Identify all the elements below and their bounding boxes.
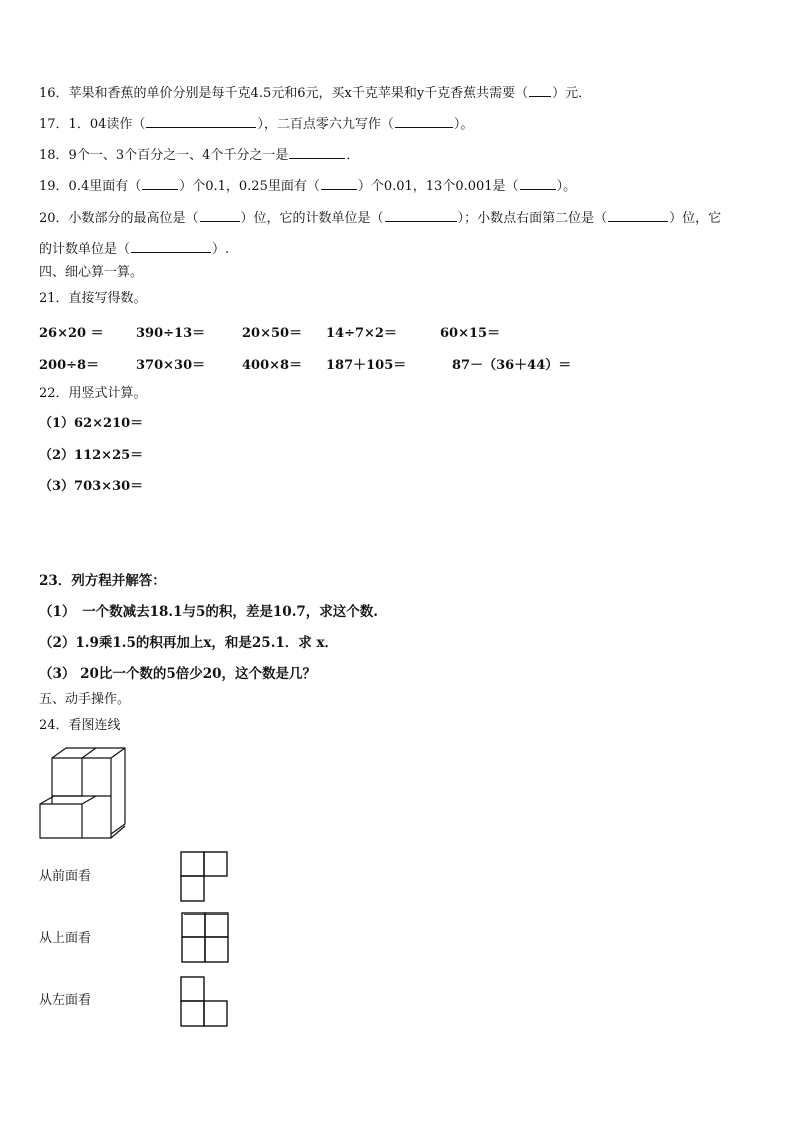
question-21-title: 21．直接写得数。 [39,291,147,306]
question-20-cont [39,240,229,258]
q21-item: 87－（36＋44）＝ [452,358,572,373]
q19-blank-2[interactable] [321,177,357,190]
view-label-left: 从左面看 [39,993,92,1008]
q19-blank-3[interactable] [520,177,556,190]
q17-blank-1[interactable] [146,115,256,128]
q19-text: 19．0.4里面有（ [39,179,142,194]
view-shape-b[interactable] [181,912,231,964]
q21-item: 26×20 ＝ [39,326,104,341]
q18-text-end: ． [346,148,360,163]
q19-text-end: ）。 [556,179,577,194]
q16-text: 16．苹果和香蕉的单价分别是每千克4.5元和6元，买x千克苹果和y千克香蕉共需要（ [39,86,529,101]
q21-item: 187＋105＝ [326,358,407,373]
q21-item: 390÷13＝ [136,326,206,341]
q21-item: 60×15＝ [440,326,501,341]
q20-blank-2[interactable] [385,209,457,222]
section-5-heading: 五、动手操作。 [39,692,131,707]
question-17 [39,115,473,133]
q20-text-2: ）位，它的计数单位是（ [240,211,384,226]
question-24-title: 24．看图连线 [39,718,121,733]
q20-blank-3[interactable] [608,209,668,222]
view-shape-a[interactable] [180,851,230,903]
q17-blank-2[interactable] [395,115,453,128]
q17-text: 17．1．04读作（ [39,117,146,132]
q20-blank-1[interactable] [200,209,240,222]
q19-blank-1[interactable] [142,177,178,190]
q17-text-mid: ），二百点零六九写作（ [257,117,394,132]
q19-text-3: ）个0.01，13个0.001是（ [357,179,519,194]
q20-blank-4[interactable] [131,240,211,253]
q20-text: 20．小数部分的最高位是（ [39,211,199,226]
q21-row-1 [39,322,739,341]
q21-item: 370×30＝ [136,358,206,373]
question-20 [39,209,721,227]
view-shape-c[interactable] [180,976,230,1028]
q16-text-end: ）元． [552,86,592,101]
question-16 [39,84,591,102]
q20-text-3: ）；小数点右面第二位是（ [457,211,608,226]
question-23-title: 23．列方程并解答： [39,573,166,589]
question-18 [39,146,359,164]
cube-stack-figure [38,746,130,842]
q21-row-2 [39,354,739,373]
q22-item: （2）112×25＝ [39,448,144,463]
q19-text-2: ）个0.1，0.25里面有（ [179,179,320,194]
q21-item: 400×8＝ [242,358,303,373]
section-4-heading: 四、细心算一算。 [39,265,144,280]
view-label-top: 从上面看 [39,931,92,946]
question-22-title: 22．用竖式计算。 [39,386,147,401]
q23-item: （1） 一个数减去18.1与5的积，差是10.7，求这个数. [39,604,378,620]
q17-text-end: ）。 [453,117,474,132]
q23-item: （3） 20比一个数的5倍少20，这个数是几？ [39,666,317,682]
q16-answer-blank[interactable] [529,84,551,97]
q22-item: （3）703×30＝ [39,479,144,494]
q20-text-end: ）. [212,242,230,257]
question-19 [39,177,576,195]
q21-item: 20×50＝ [242,326,303,341]
q22-item: （1）62×210＝ [39,416,144,431]
q23-item: （2）1.9乘1.5的积再加上x，和是25.1．求 x． [39,635,339,651]
view-label-front: 从前面看 [39,869,92,884]
q20-text-4: ）位，它 [669,211,722,226]
q21-item: 200÷8＝ [39,358,100,373]
q21-item: 14÷7×2＝ [326,326,397,341]
q18-blank[interactable] [289,146,345,159]
q18-text: 18．9个一、3个百分之一、4个千分之一是 [39,148,289,163]
q20-text-5: 的计数单位是（ [39,242,131,257]
